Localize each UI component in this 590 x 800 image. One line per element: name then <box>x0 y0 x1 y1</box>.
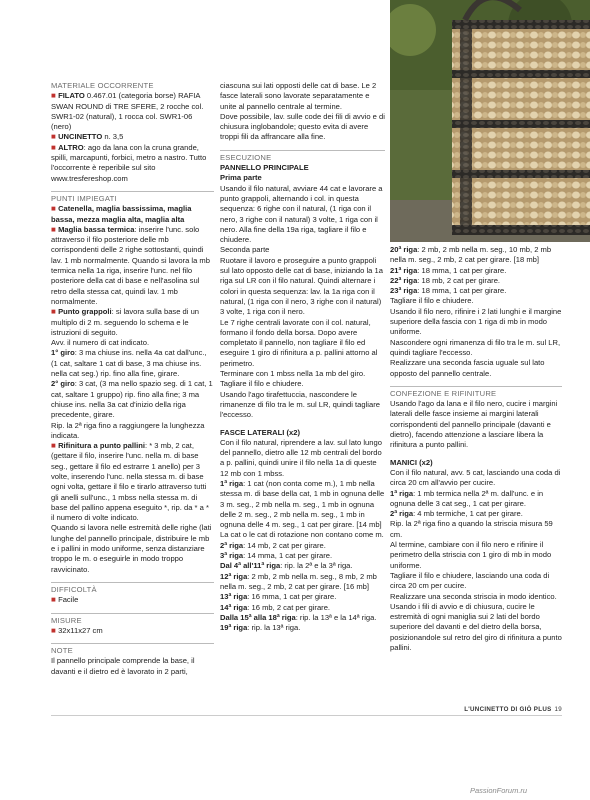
bullet-square-icon: ■ <box>51 142 59 152</box>
body-text: Usando il filo natural, avviare 44 cat e lavorare a punto grappoli, alternando i col. in questa sequenza: 6 righe con il natural, (1 riga con il nero, 3 righe con il natural) 3 volte, 1 riga con il nero. Alla fine della 19a riga, tagliare il filo e chiudere. <box>220 183 383 245</box>
bold-term: Dalla 15ª alla 18ª riga <box>220 612 296 622</box>
body-text: : 16 mb, 2 cat per girare. <box>247 602 331 612</box>
body-text: La cat o le cat di rotazione non contano come m. <box>220 530 384 540</box>
bold-term: Maglia bassa termica <box>58 224 135 234</box>
list-item <box>51 626 214 636</box>
paragraph <box>390 358 562 379</box>
body-text: ciascuna sui lati opposti delle cat di base. Le 2 fasce laterali sono lavorate separatamente e unite al pannello centrale al termine. <box>220 81 377 111</box>
bold-term: 13ª riga <box>220 592 248 602</box>
body-text: : 4 mb termiche, 1 cat per girare. <box>413 509 523 519</box>
body-text: Dove possibile, lav. sulle code dei fili di avvio e di chiusura inglobandole; questo evita di avere troppi fili da affrancare alla fine. <box>220 111 385 142</box>
body-text: Avv. il numero di cat indicato. <box>51 338 150 348</box>
bold-term: UNCINETTO <box>58 132 103 142</box>
bold-term: Catenella, maglia bassissima, maglia bassa, mezza maglia alta, maglia alta <box>51 204 192 224</box>
paragraph <box>220 479 385 530</box>
paragraph <box>51 338 214 348</box>
body-text: Realizzare una seconda striscia in modo identico. <box>390 591 557 601</box>
crochet-bag-photo-icon <box>390 0 590 242</box>
paragraph <box>390 602 562 653</box>
bold-term: 2ª riga <box>390 509 414 519</box>
bullet-square-icon: ■ <box>51 91 59 101</box>
paragraph <box>220 561 385 571</box>
body-text: Tagliare il filo e chiudere, lasciando una coda di circa 20 cm per cucire. <box>390 570 550 591</box>
body-text: : 14 mma, 1 cat per girare. <box>243 551 333 561</box>
bullet-square-icon: ■ <box>51 625 59 635</box>
body-text: Usando l'ago tirafettuccia, nascondere le rimanenze di filo tra le m. sul LR, quindi tagliare l'eccesso. <box>220 389 380 420</box>
bold-term: 1ª riga <box>220 478 244 488</box>
body-text: Ruotare il lavoro e proseguire a punto grappoli sul lato opposto delle cat di base, iniziando la 1a riga sul LR con il filo natural. Quindi alternare i colori in questa sequenza: lav. la 1a riga con il natural, (1 riga con il nero, 3 righe con il natural) 3 volte, 1 riga con il nero. <box>220 255 383 317</box>
paragraph <box>390 245 562 266</box>
section-heading: PUNTI IMPIEGATI <box>51 191 214 204</box>
body-text: Con il filo natural, avv. 5 cat, lasciando una coda di circa 20 cm all'avvio per cucire. <box>390 467 561 488</box>
body-text: Con il filo natural, riprendere a lav. sul lato lungo del pannello, dietro alle 12 mb centrali del bordo a p. pallini, quindi unire il filo nella 1a di queste 12 mb con 1 mbss. <box>220 437 382 478</box>
paragraph <box>390 489 562 510</box>
bullet-square-icon: ■ <box>51 595 59 605</box>
bold-term: Punto grappoli <box>58 307 112 317</box>
paragraph <box>390 307 562 338</box>
paragraph <box>220 603 385 613</box>
body-text: n. 3,5 <box>102 132 124 142</box>
paragraph <box>220 623 385 633</box>
subheading: FASCE LATERALI (x2) <box>220 427 301 437</box>
list-item <box>51 307 214 338</box>
paragraph <box>390 592 562 602</box>
paragraph <box>220 551 385 561</box>
list-item <box>51 441 214 523</box>
body-text: : 14 mb, 2 cat per girare. <box>243 540 326 550</box>
body-text: Usando l'ago da lana e il filo nero, cucire i margini laterali delle fasce insieme ai margini laterali corrispondenti del pannello principale (davanti e dietro), facendo attenzione a lasciare libera la rifinitura a punto pallini. <box>390 399 558 450</box>
bold-term: Dal 4ª all'11ª riga <box>220 561 281 571</box>
paragraph <box>51 348 214 379</box>
text-column-1 <box>51 81 214 677</box>
bold-term: 23ª riga <box>390 286 418 296</box>
body-text: Le 7 righe centrali lavorate con il col. natural, formano il fondo della borsa. Dopo avere completato il pannello, non tagliare il filo ed eseguire 1 giro di rifinitura a p. pallini attorno al perimetro. <box>220 317 378 368</box>
paragraph <box>220 369 385 390</box>
body-text: : 18 mma, 1 cat per girare. <box>417 286 507 296</box>
bullet-square-icon: ■ <box>51 224 59 234</box>
bold-term: 3ª riga <box>220 551 244 561</box>
magazine-title: L'UNCINETTO DI GIÒ PLUS <box>464 706 552 713</box>
bullet-square-icon: ■ <box>51 307 59 317</box>
body-text: 0.467.01 (categoria borse) RAFIA SWAN ROUND di TRE SFERE, 2 rocche col. SWR1-02 (natural), 1 rocca col. SWR1-06 (nero) <box>51 91 204 132</box>
body-text: : 1 mb termica nella 2ª m. dall'unc. e in ognuna delle 3 cat seg., 1 cat per girare. <box>390 488 544 508</box>
bold-term: ALTRO <box>58 142 84 152</box>
bold-term: 22ª riga <box>390 275 418 285</box>
subheading: Prima parte <box>220 173 262 183</box>
paragraph <box>220 438 385 479</box>
subheading: PANNELLO PRINCIPALE <box>220 163 309 173</box>
paragraph <box>220 112 385 143</box>
paragraph <box>220 318 385 369</box>
section-heading: MATERIALE OCCORRENTE <box>51 81 154 90</box>
body-text: Nascondere ogni rimanenza di filo tra le m. sul LR, quindi tagliare l'eccesso. <box>390 337 561 357</box>
paragraph <box>220 184 385 246</box>
paragraph <box>390 296 562 306</box>
bold-term: 19ª riga <box>220 623 248 633</box>
paragraph <box>390 509 562 519</box>
section-heading: NOTE <box>51 643 214 656</box>
paragraph <box>51 421 214 442</box>
bold-term: 2ª riga <box>220 540 244 550</box>
section-heading: DIFFICOLTÀ <box>51 582 214 595</box>
list-item <box>51 132 214 142</box>
bold-term: 1ª riga <box>390 488 414 498</box>
paragraph <box>390 338 562 359</box>
body-text: Tagliare il filo e chiudere. <box>390 296 474 306</box>
paragraph <box>220 572 385 593</box>
body-text: Usando i fili di avvio e di chiusura, cucire le estremità di ogni maniglia sui 2 lati del bordo superiore del davanti e del dietro della borsa, posizionandole sul retro del giro di rifinitura a punto pallini. <box>390 601 562 652</box>
paragraph <box>390 276 562 286</box>
paragraph <box>51 656 214 677</box>
body-text: : 1 cat (non conta come m.), 1 mb nella stessa m. di base della cat, 1 mb in ognuna delle 3 m. seg., 2 mb nella m. seg., 1 mb in ognuna delle 2 m. seg., 2 mb nella m. seg., 1 mb in ognuna delle 4 m. seg., 1 cat per girare. [14 mb] <box>220 478 385 530</box>
list-item <box>51 143 214 184</box>
paragraph <box>51 523 214 574</box>
paragraph <box>390 266 562 276</box>
watermark: PassionForum.ru <box>470 786 528 795</box>
body-text: : ago da lana con la cruna grande, spilli, marcapunti, forbici, metro a nastro. Tutto l'occorrente è reperibile sul sito www.tresfereshop.com <box>51 142 207 183</box>
paragraph <box>220 390 385 421</box>
section-heading: ESECUZIONE <box>220 150 385 163</box>
page-number: 19 <box>554 706 562 713</box>
paragraph <box>390 399 562 450</box>
text-column-3 <box>390 245 562 653</box>
body-text: Terminare con 1 mbss nella 1a mb del giro. Tagliare il filo e chiudere. <box>220 369 366 389</box>
body-text: Usando il filo nero, rifinire i 2 lati lunghi e il margine superiore della fascia con 1 riga di mb in modo uniforme. <box>390 306 562 337</box>
body-text: : rip. la 2ª e la 3ª riga. <box>280 561 353 571</box>
body-text: Al termine, cambiare con il filo nero e rifinire il perimetro della striscia con 1 giro di mb in modo uniforme. <box>390 540 552 570</box>
list-item <box>51 91 214 132</box>
bold-term: 14ª riga <box>220 602 248 612</box>
body-text: : inserire l'unc. solo attraverso il filo posteriore delle mb corrispondenti delle 2 righe sottostanti, quindi lav. 1 mb normalmente. Quando si lavora la mb termica nella 1a riga, inserire l'unc. nel filo posteriore della cat di base e nell'asolina sul retro della stessa cat, quindi lav. 1 mb normalmente. <box>51 224 210 306</box>
paragraph <box>220 245 385 255</box>
paragraph <box>51 379 214 420</box>
subheading: MANICI (x2) <box>390 457 433 467</box>
paragraph <box>220 541 385 551</box>
bold-term: 12ª riga <box>220 571 248 581</box>
paragraph <box>390 571 562 592</box>
paragraph <box>220 613 385 623</box>
body-text: : * 3 mb, 2 cat, (gettare il filo, inserire l'unc. nella m. di base seg., gettare il filo ed estrarre 1 anello) per 3 volte, inserendo l'unc. nella stessa m. di base ogni volta, gettare il filo e tirarlo attraverso tutti gli anelli sull'unc., 1 mbss nella stessa m. di base del pallino appena eseguito *, rip. da * a * il numero di volte indicato. <box>51 441 209 523</box>
bullet-square-icon: ■ <box>51 441 59 451</box>
body-text: : 2 mb, 2 mb nella m. seg., 8 mb, 2 mb nella m. seg., 2 mb, 2 cat per girare. [16 mb] <box>220 571 377 591</box>
list-item <box>51 595 214 605</box>
section-heading: CONFEZIONE E RIFINITURE <box>390 386 562 399</box>
bold-term: FILATO <box>58 91 85 101</box>
text-column-2 <box>220 81 385 633</box>
bullet-square-icon: ■ <box>51 132 59 142</box>
bag-photo <box>390 0 590 242</box>
bullet-square-icon: ■ <box>51 204 59 214</box>
paragraph <box>220 530 385 540</box>
body-text: Seconda parte <box>220 245 270 255</box>
body-text: Facile <box>58 595 79 605</box>
body-text: Rip. la 2ª riga fino a raggiungere la lunghezza indicata. <box>51 420 205 440</box>
body-text: Realizzare una seconda fascia uguale sul lato opposto del pannello centrale. <box>390 358 545 378</box>
bold-term: 2° giro <box>51 379 75 389</box>
paragraph <box>390 519 562 540</box>
body-text: 32x11x27 cm <box>58 625 103 635</box>
footer-divider <box>51 715 562 716</box>
body-text: : 16 mma, 1 cat per girare. <box>247 592 337 602</box>
body-text: Rip. la 2ª riga fino a quando la striscia misura 59 cm. <box>390 519 553 539</box>
body-text: : si lavora sulla base di un multiplo di 2 m. seguendo lo schema e le istruzioni di seguito. <box>51 307 200 337</box>
paragraph <box>220 592 385 602</box>
section-heading: MISURE <box>51 613 214 626</box>
list-item <box>51 225 214 307</box>
body-text: : 3 ma chiuse ins. nella 4a cat dall'unc., (1 cat, saltare 1 cat di base, 3 ma chiuse ins. nella cat seg.) rip. fino alla fine, girare. <box>51 348 207 379</box>
bold-term: 1° giro <box>51 348 75 358</box>
body-text: : rip. la 13ª e la 14ª riga. <box>295 612 377 622</box>
paragraph <box>390 286 562 296</box>
list-item <box>51 204 214 225</box>
paragraph <box>220 256 385 318</box>
body-text: : rip. la 13ª riga. <box>247 623 301 633</box>
body-text: : 3 cat, (3 ma nello spazio seg. di 1 cat, 1 cat, saltare 1 gruppo) rip. fino alla fine; 3 ma chiuse ins. nella 3a cat d'inizio della riga precedente, girare. <box>51 379 213 420</box>
page-footer <box>430 706 562 713</box>
bold-term: Rifinitura a punto pallini <box>58 441 145 451</box>
paragraph <box>390 468 562 489</box>
body-text: Quando si lavora nelle estremità delle righe (lati lunghe del pannello principale, distribuire le mb e i pallini in modo uniforme, senza distanziare troppo le m. o eseguirle in modo troppo ravvicinato. <box>51 523 212 574</box>
bold-term: 20ª riga <box>390 245 418 254</box>
body-text: : 18 mb, 2 cat per girare. <box>417 275 501 285</box>
body-text: : 18 mma, 1 cat per girare. <box>417 265 507 275</box>
bold-term: 21ª riga <box>390 265 418 275</box>
paragraph <box>220 81 385 112</box>
body-text: : 2 mb, 2 mb nella m. seg., 10 mb, 2 mb nella m. seg., 2 mb, 2 cat per girare. [18 mb] <box>390 245 552 265</box>
paragraph <box>390 540 562 571</box>
body-text: Il pannello principale comprende la base, il davanti e il dietro ed è lavorato in 2 parti, <box>51 656 195 676</box>
